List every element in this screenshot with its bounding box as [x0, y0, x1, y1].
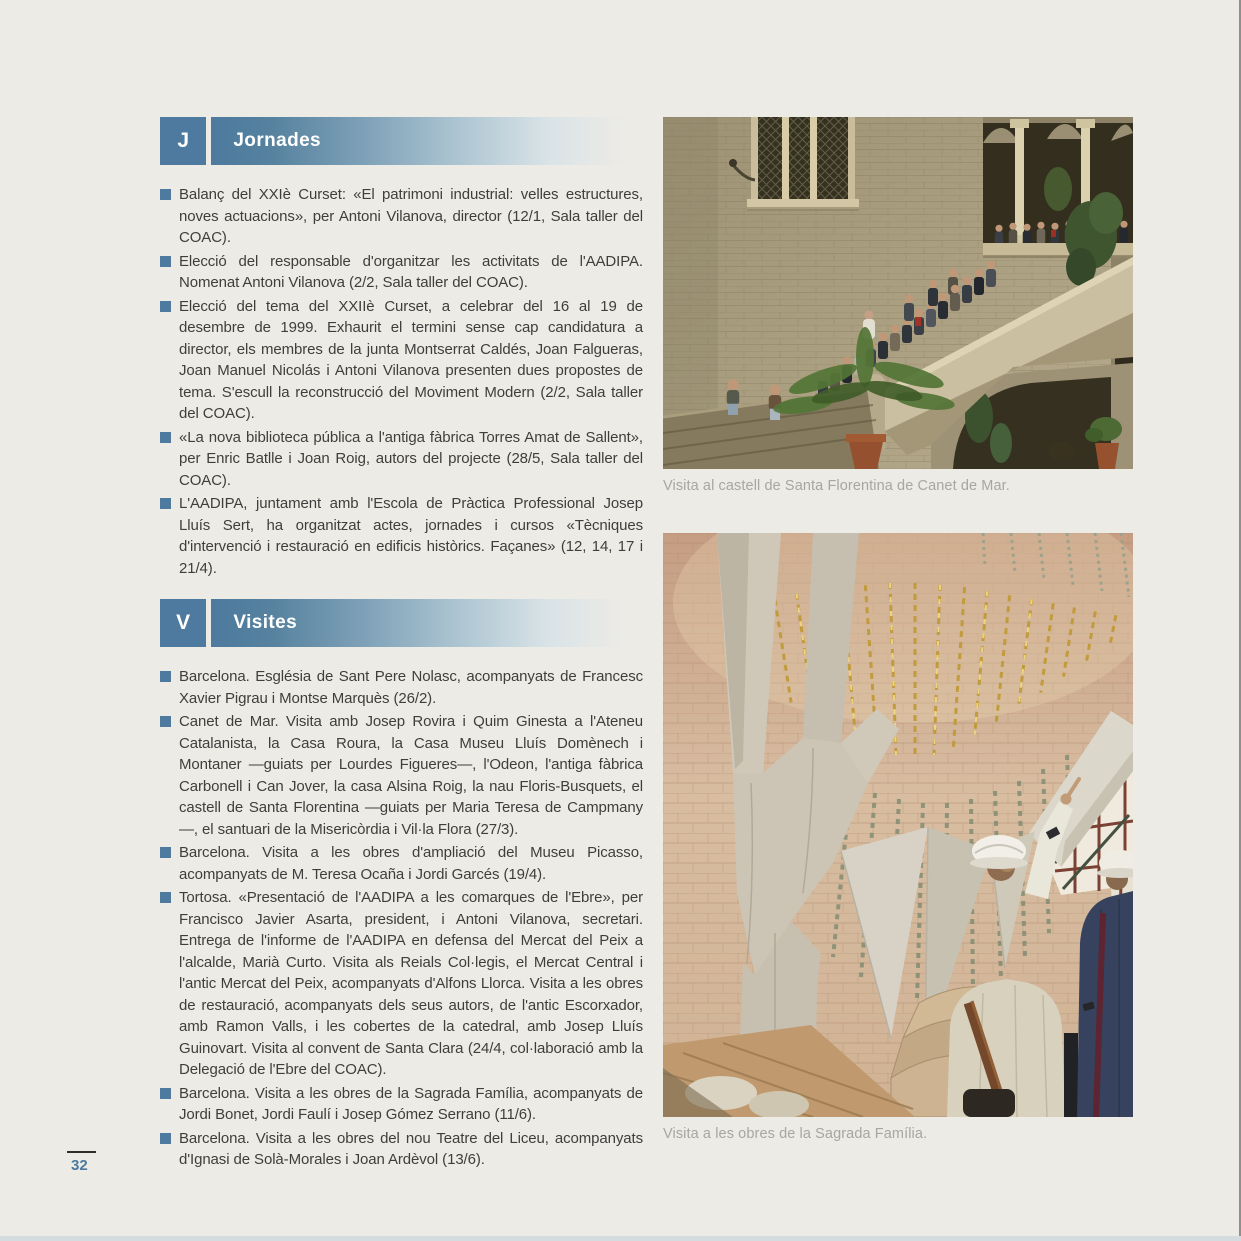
- list-item-text: Barcelona. Visita a les obres d'ampliació del Museu Picasso, acompanyats de M. Teresa Ocaña i Jordi Garcés (19/4).: [179, 844, 643, 883]
- figure-caption: Visita a les obres de la Sagrada Família.: [663, 1126, 928, 1142]
- footer-rule: [67, 1151, 96, 1153]
- list-item-text: «La nova biblioteca pública a l'antiga fàbrica Torres Amat de Sallent», per Enric Batlle i Joan Roig, autors del projecte (28/5, Sala taller del COAC).: [179, 428, 643, 489]
- bottom-strip: [0, 1236, 1241, 1241]
- bullet-square-icon: [160, 432, 171, 443]
- list-item: [160, 493, 643, 579]
- list-item-text: Barcelona. Església de Sant Pere Nolasc, acompanyats de Francesc Xavier Pigrau i Montse Marquès (26/2).: [179, 668, 643, 707]
- section-letter-badge: V: [160, 599, 206, 647]
- list-item-text: Balanç del XXIè Curset: «El patrimoni industrial: velles estructures, noves actuacions», per Antoni Vilanova, director (12/1, Sala taller del COAC).: [179, 186, 643, 246]
- list-item-text: Barcelona. Visita a les obres de la Sagrada Família, acompanyats de Jordi Bonet, Jordi Faulí i Josep Gómez Serrano (11/6).: [179, 1084, 643, 1123]
- list-item: [160, 427, 643, 492]
- bullet-square-icon: [160, 189, 171, 200]
- page-number: 32: [71, 1157, 88, 1174]
- section-letter-badge: J: [160, 117, 206, 165]
- list-item: [160, 184, 643, 249]
- bullet-square-icon: [160, 498, 171, 509]
- figure-castle: [663, 117, 1133, 494]
- visites-list: [160, 666, 643, 1171]
- list-item-text: Canet de Mar. Visita amb Josep Rovira i Quim Ginesta a l'Ateneu Catalanista, la Casa Roura, la Casa Museu Lluís Domènech i Montaner —guiats per Lourdes Figueres—, l'Odeon, l'antiga fàbrica Carbonell i Can Jover, la casa Alsina Roig, la nau Floris-Busquets, el castell de Santa Florentina —guiats per Maria Teresa de Campmany—, el santuari de la Misericòrdia i Vil·la Flora (27/3).: [179, 713, 643, 838]
- courtyard-object: [1048, 442, 1074, 460]
- list-item: [160, 887, 643, 1081]
- section-header-visites: [160, 599, 643, 647]
- jornades-list: [160, 184, 643, 579]
- bullet-square-icon: [160, 671, 171, 682]
- section-title-bar: [211, 599, 643, 647]
- sagrada-familia-photo: [663, 533, 1133, 1117]
- list-item-text: Elecció del responsable d'organitzar les activitats de l'AADIPA. Nomenat Antoni Vilanova (2/2, Sala taller del COAC).: [179, 252, 643, 291]
- section-title-bar: [211, 117, 643, 165]
- list-item-text: Tortosa. «Presentació de l'AADIPA a les comarques de l'Ebre», per Francisco Javier Asarta, president, i Antoni Vilanova, secretari. Entrega de l'informe de l'AADIPA en defensa del Mercat del Peix a l'alcalde, Marià Curto. Visita als Reials Col·legis, el Mercat Central i l'antic Mercat del Peix, acompanyats d'Alfons Llorca. Visita a les obres de restauració, acompanyats dels seus autors, de l'antic Escorxador, amb Ramon Valls, i les cobertes de la catedral, amb Josep Lluís Guinovart. Visita al convent de Santa Clara (24/4, col·laboració amb la Delegació de l'Ebre del COAC).: [179, 889, 643, 1078]
- castle-window: [747, 117, 859, 211]
- list-item: [160, 711, 643, 840]
- section-title: Visites: [233, 612, 298, 633]
- list-item: [160, 666, 643, 709]
- list-item: [160, 251, 643, 294]
- figure-sagrada-familia: [663, 533, 1133, 1142]
- list-item: [160, 1128, 643, 1171]
- castle-photo: [663, 117, 1133, 469]
- bullet-square-icon: [160, 1088, 171, 1099]
- bullet-square-icon: [160, 1133, 171, 1144]
- figure-caption: Visita al castell de Santa Florentina de Canet de Mar.: [663, 478, 1010, 494]
- bullet-square-icon: [160, 892, 171, 903]
- camera-bag: [963, 1089, 1015, 1117]
- bullet-square-icon: [160, 716, 171, 727]
- bullet-square-icon: [160, 301, 171, 312]
- section-header-jornades: [160, 117, 643, 165]
- bullet-square-icon: [160, 847, 171, 858]
- list-item-text: Barcelona. Visita a les obres del nou Teatre del Liceu, acompanyats d'Ignasi de Solà-Morales i Joan Ardèvol (13/6).: [179, 1129, 643, 1168]
- list-item-text: Elecció del tema del XXIIè Curset, a celebrar del 16 al 19 de desembre de 1999. Exhaurit el termini sense cap candidatura a director, els membres de la junta Montserrat Caldés, Joan Falgueras, Joan Manuel Nicolás i Antoni Vilanova presenten dues propostes de tema. S'escull la reconstrucció del Moviment Modern (2/2, Sala taller del COAC).: [179, 297, 643, 422]
- list-item: [160, 1083, 643, 1126]
- section-title: Jornades: [233, 130, 322, 151]
- bullet-square-icon: [160, 256, 171, 267]
- list-item-text: L'AADIPA, juntament amb l'Escola de Pràctica Professional Josep Lluís Sert, ha organitzat actes, jornades i cursos «Tècniques d'intervenció i restauració en edificis històrics. Façanes» (12, 14, 17 i 21/4).: [179, 495, 643, 577]
- list-item: [160, 842, 643, 885]
- list-item: [160, 296, 643, 425]
- text-column: [160, 117, 643, 1173]
